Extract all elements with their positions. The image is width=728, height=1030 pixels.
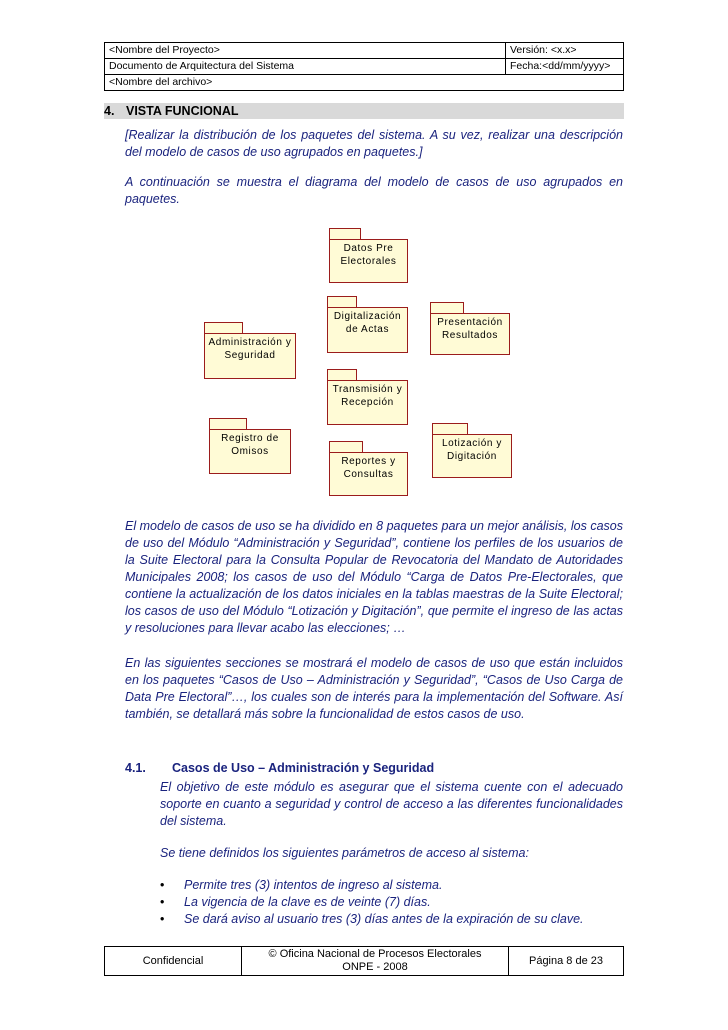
pkg-line: Administración y (208, 337, 292, 348)
footer-copyright-line2: ONPE - 2008 (342, 961, 408, 973)
pkg-line: Recepción (341, 397, 394, 408)
pkg-line: Lotización y (441, 438, 502, 449)
paragraph-next-sections: En las siguientes secciones se mostrará el modelo de casos de uso que están incluidos en los paquetes “Casos de Uso – Administración y Seguridad”, “Casos de Uso Carga de Data Pre Electoral”…, los cuales son de interés para la implementación del Software. Así también, se detallará más sobre la funcionalidad de estos casos de uso. (125, 656, 623, 721)
pkg-line: Reportes y (341, 456, 396, 467)
pkg-line: Transmisión y (332, 384, 403, 395)
subsection-parameters-intro: Se tiene definidos los siguientes parámetros de acceso al sistema: (160, 846, 529, 860)
section-number: 4. (104, 104, 115, 118)
list-item: • La vigencia de la clave es de veinte (7) días. (160, 895, 431, 909)
subsection-title: Casos de Uso – Administración y Seguridad (172, 761, 435, 775)
header-date: Fecha:<dd/mm/yyyy> (506, 59, 624, 75)
pkg-line: Digitación (447, 451, 497, 462)
pkg-line: Resultados (441, 330, 499, 341)
footer-confidential: Confidencial (105, 947, 242, 976)
header-version: Versión: <x.x> (506, 43, 624, 59)
section-title: VISTA FUNCIONAL (126, 104, 239, 118)
footer-copyright (242, 947, 509, 976)
footer-page-number: Página 8 de 23 (509, 947, 624, 976)
subsection-objective: El objetivo de este módulo es asegurar que el sistema cuente con el adecuado soporte en cuanto a seguridad y control de acceso a las diferentes funcionalidades del sistema. (160, 780, 623, 828)
section-heading (104, 103, 624, 119)
pkg-line: Presentación (437, 317, 503, 328)
pkg-line: Registro de (221, 433, 279, 444)
footer-copyright-line1: © Oficina Nacional de Procesos Electorales (268, 948, 482, 960)
pkg-line: Seguridad (224, 350, 276, 361)
header-file: <Nombre del archivo> (105, 75, 624, 91)
page-footer (104, 946, 624, 976)
pkg-line: Consultas (343, 469, 394, 480)
header-project: <Nombre del Proyecto> (105, 43, 506, 59)
pkg-line: Omisos (231, 446, 269, 457)
page-header (104, 42, 624, 91)
section-intro: [Realizar la distribución de los paquetes del sistema. A su vez, realizar una descripción del modelo de casos de uso agrupados en paquetes.] (125, 128, 623, 159)
pkg-line: de Actas (345, 324, 390, 335)
pkg-line: Digitalización (333, 311, 402, 322)
header-doc-type: Documento de Arquitectura del Sistema (105, 59, 506, 75)
section-intro-2: A continuación se muestra el diagrama del modelo de casos de uso agrupados en paquetes. (125, 175, 623, 206)
access-parameters-list (160, 877, 624, 928)
pkg-line: Electorales (340, 256, 397, 267)
subsection-number: 4.1. (125, 761, 146, 775)
list-item: • Se dará aviso al usuario tres (3) días antes de la expiración de su clave. (160, 912, 584, 926)
paragraph-model-description: El modelo de casos de uso se ha dividido en 8 paquetes para un mejor análisis, los casos de uso del Módulo “Administración y Seguridad”, contiene los perfiles de los usuarios de la Suite Electoral para la Consulta Popular de Revocatoria del Mandato de Autoridades Municipales 2008; los casos de uso del Módulo “Carga de Datos Pre-Electorales, que contiene la actualización de los datos iniciales en la tablas maestras de la Suite Electoral; los casos de uso del Módulo “Lotización y Digitación”, que permite el ingreso de las actas y resoluciones para llevar acabo las elecciones; … (125, 519, 623, 635)
list-item: • Permite tres (3) intentos de ingreso al sistema. (160, 878, 443, 892)
pkg-line: Datos Pre (343, 243, 394, 254)
